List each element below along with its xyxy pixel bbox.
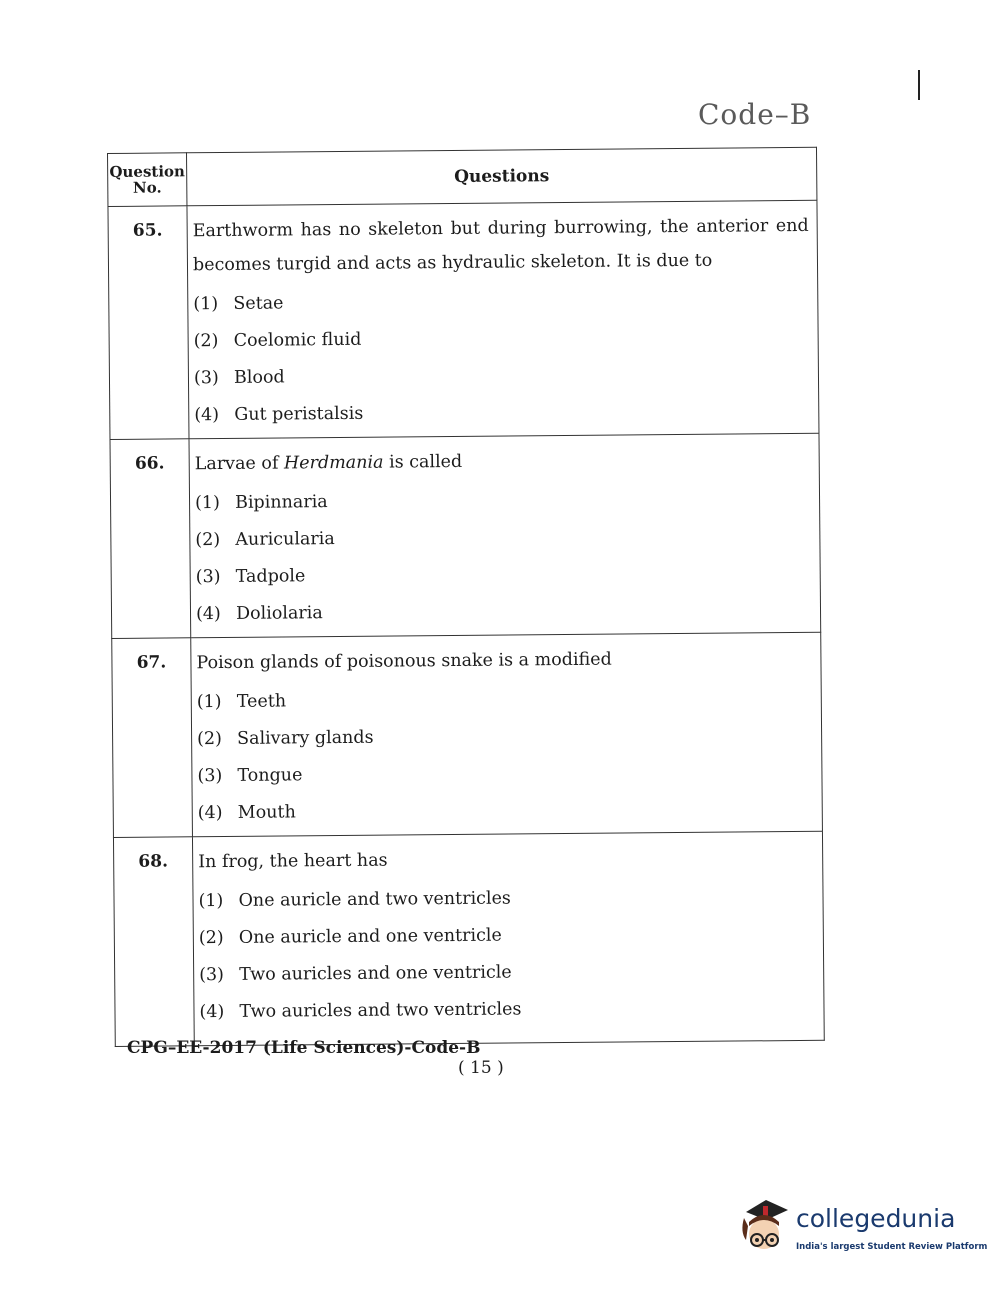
option [194, 355, 810, 397]
question-number: 65. [108, 206, 189, 440]
option-number: (4) [199, 1002, 225, 1023]
option [199, 989, 815, 1031]
option-number: (1) [193, 294, 219, 315]
option-number: (2) [197, 729, 223, 750]
question-number: 67. [112, 638, 193, 838]
option-number: (1) [196, 692, 222, 713]
option [197, 753, 813, 795]
question-stem: Earthworm has no skeleton but during burrowing, the anterior end becomes turgid and acts as hydraulic skeleton. It is due to [192, 215, 809, 276]
option-text: Tadpole [235, 566, 306, 587]
option-number: (3) [195, 567, 221, 588]
footer-title: CPG–EE-2017 (Life Sciences)-Code-B [127, 1038, 481, 1058]
option [198, 790, 814, 832]
option-number: (1) [198, 891, 224, 912]
option-number: (3) [193, 368, 219, 389]
question-body [189, 433, 821, 637]
option [199, 952, 815, 994]
question-number: 66. [110, 439, 191, 639]
question-row [108, 200, 819, 439]
option [196, 591, 812, 633]
option-text: Two auricles and two ventricles [239, 999, 522, 1022]
question-number: 68. [113, 837, 194, 1047]
page-number: ( 15 ) [458, 1058, 504, 1078]
option-number: (3) [197, 766, 223, 787]
option-number: (2) [193, 331, 219, 352]
collegedunia-logo [736, 1196, 988, 1268]
option-number: (2) [195, 530, 221, 551]
column-header-questions: Questions [187, 147, 817, 205]
question-body [187, 200, 819, 438]
mascot-icon [736, 1196, 794, 1260]
option-number: (1) [194, 493, 220, 514]
question-stem: In frog, the heart has [198, 850, 388, 873]
question-row [113, 831, 824, 1046]
stem-species-name: Herdmania [283, 452, 384, 474]
option-text: Two auricles and one ventricle [239, 962, 512, 985]
question-stem [195, 442, 811, 481]
stem-prefix: Larvae of [194, 453, 279, 475]
table-header-row [108, 147, 817, 206]
option-text: Coelomic fluid [233, 329, 362, 351]
question-row [112, 632, 823, 837]
option-text: Tongue [237, 765, 303, 786]
option-number: (2) [198, 928, 224, 949]
option [197, 679, 813, 721]
logo-tagline: India's largest Student Review Platform [796, 1242, 988, 1252]
option-text: Salivary glands [237, 727, 374, 749]
option-number: (4) [197, 803, 223, 824]
option [196, 554, 812, 596]
option [193, 281, 809, 323]
option [195, 480, 811, 522]
option-text: Teeth [236, 691, 287, 712]
option [193, 318, 809, 360]
option-text: Setae [233, 293, 284, 314]
stem-suffix: is called [388, 451, 463, 473]
option [199, 915, 815, 957]
option-text: One auricle and two ventricles [238, 888, 511, 911]
option-text: Auricularia [235, 529, 335, 550]
option-text: Doliolaria [235, 603, 323, 624]
question-stem: Poison glands of poisonous snake is a modified [196, 649, 612, 674]
option [195, 517, 811, 559]
option-text: Blood [233, 367, 285, 388]
questions-table [107, 147, 825, 1047]
option [194, 392, 810, 434]
option [197, 716, 813, 758]
question-body [192, 831, 824, 1045]
logo-wordmark: collegedunia [796, 1204, 956, 1233]
option-number: (3) [199, 965, 225, 986]
option-text: One auricle and one ventricle [238, 925, 502, 948]
option-text: Mouth [237, 802, 296, 823]
column-header-question-no: Question No. [108, 153, 187, 207]
option-text: Gut peristalsis [234, 403, 364, 425]
option-number: (4) [195, 604, 221, 625]
paper-code: Code–B [698, 98, 812, 131]
option [198, 878, 814, 920]
option-number: (4) [194, 405, 220, 426]
corner-mark [918, 70, 920, 100]
question-row [110, 433, 821, 638]
option-text: Bipinnaria [234, 492, 328, 513]
question-body [191, 632, 823, 836]
